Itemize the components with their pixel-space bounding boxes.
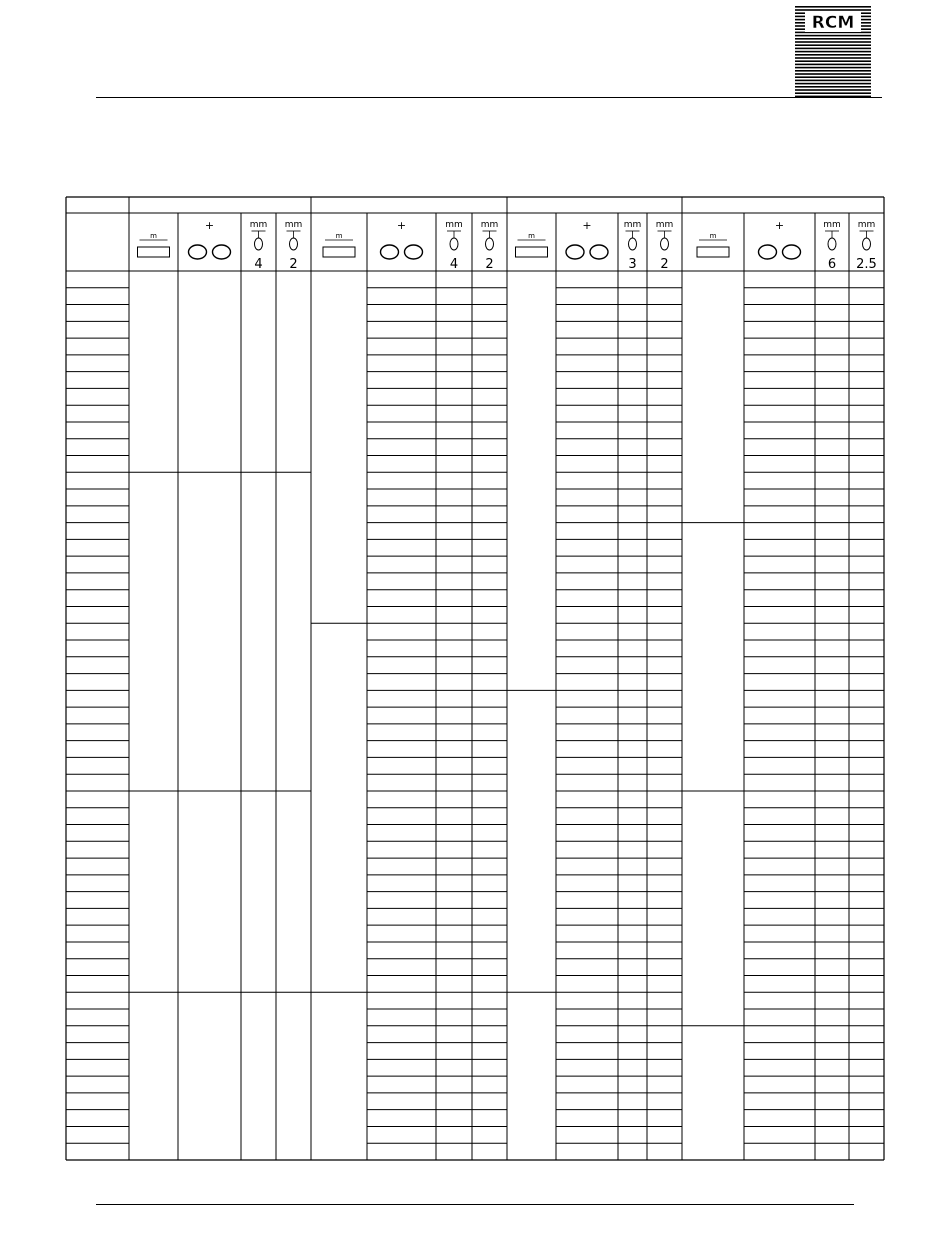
wire-gauge-icon [828,238,836,250]
plus-sign: + [774,219,785,232]
cable-icon [516,247,548,257]
plus-sign: + [582,219,592,232]
cable-icon [323,247,355,257]
coil-icon [213,245,231,259]
coil-icon [590,245,608,259]
wire-gauge-icon [290,238,298,250]
plus-sign: + [396,219,407,232]
wire-gauge-icon [661,238,669,250]
cable-length-label: m [709,232,717,240]
unit-label: mm [480,220,499,230]
coil-icon [566,245,584,259]
cable-icon [138,247,170,257]
unit-label: mm [823,220,841,230]
wire-gauge-icon [255,238,263,250]
coil-icon [759,245,777,259]
unit-label: mm [655,220,674,230]
unit-label: mm [284,220,303,230]
unit-label: mm [857,220,876,230]
coil-icon [405,245,423,259]
wire-gauge-value: 4 [449,257,459,272]
plus-sign: + [204,219,215,232]
cable-icon [697,247,729,257]
wire-gauge-value: 2 [289,257,298,272]
cable-length-label: m [335,232,343,240]
wire-gauge-icon [863,238,871,250]
unit-label: mm [249,220,268,230]
cable-length-label: m [528,232,535,240]
coil-icon [189,245,207,259]
wire-gauge-icon [629,238,637,250]
cable-length-label: m [150,232,157,240]
unit-label: mm [445,220,463,230]
unit-label: mm [623,220,642,230]
wire-gauge-value: 4 [254,257,263,272]
coil-icon [783,245,801,259]
wire-gauge-value: 2.5 [856,257,877,272]
logo-lettering: RCM [811,13,855,33]
wire-gauge-value: 6 [827,257,837,272]
wire-gauge-value: 2 [485,257,494,272]
wire-gauge-icon [450,238,458,250]
wire-gauge-icon [486,238,494,250]
wire-gauge-value: 3 [628,257,637,272]
coil-icon [381,245,399,259]
wire-gauge-value: 2 [660,257,669,272]
